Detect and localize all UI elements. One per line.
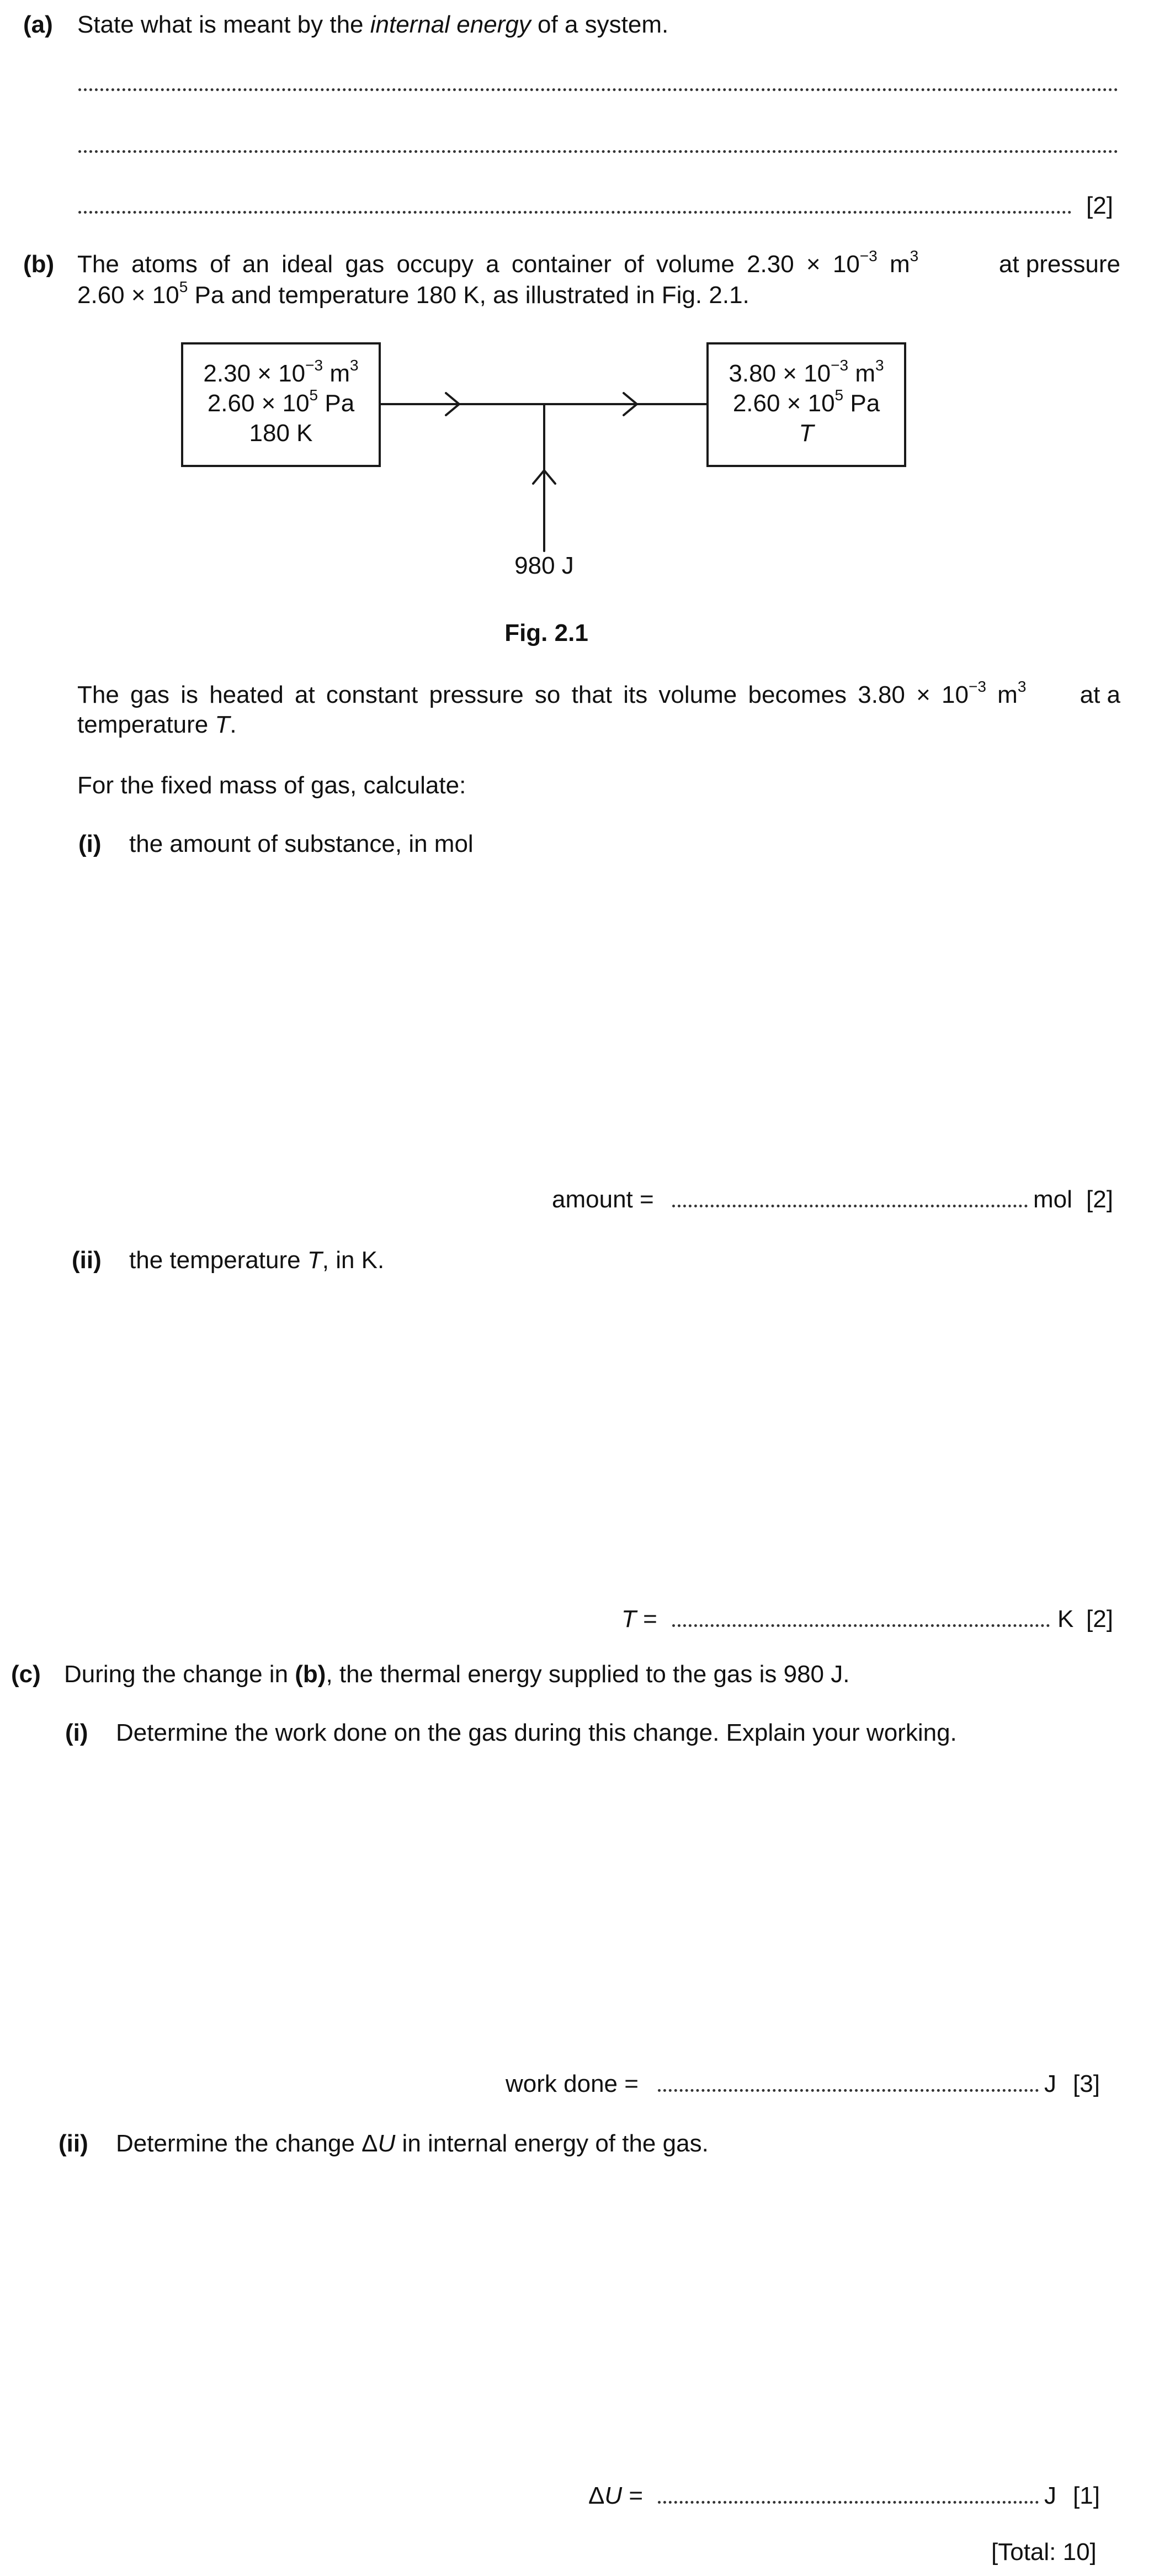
text: at a	[1080, 681, 1120, 708]
figure-caption: Fig. 2.1	[504, 619, 588, 646]
text: Pa and temperature 180 K, as illustrated in Fig. 2.1.	[188, 282, 749, 309]
part-b-i-label: (i)	[78, 830, 102, 857]
work-done-unit: J	[1044, 2070, 1056, 2097]
heated-line1	[77, 680, 1120, 710]
part-c-ii-label: (ii)	[59, 2130, 88, 2157]
exp: 3	[910, 247, 919, 265]
heated-line2: temperature T.	[77, 711, 237, 738]
part-b-ii-marks: [2]	[1086, 1605, 1113, 1632]
part-b-i-question: the amount of substance, in mol	[129, 830, 474, 857]
amount-unit: mol	[1033, 1186, 1072, 1213]
part-a-label: (a)	[23, 11, 53, 38]
text: 2.60 × 10	[77, 282, 179, 309]
part-a-text-end: of a system.	[530, 11, 669, 38]
part-c-intro: During the change in (b), the thermal energy supplied to the gas is 980 J.	[64, 1661, 850, 1688]
final-pressure: $2.60 \times 10^5$ Pa	[732, 386, 880, 417]
amount-answer-field[interactable]	[672, 1205, 1028, 1207]
part-a-marks: [2]	[1086, 192, 1113, 219]
delta-u-unit: J	[1044, 2482, 1056, 2509]
total-marks: [Total: 10]	[991, 2538, 1097, 2566]
work-done-label: work done =	[506, 2070, 639, 2097]
exp: 3	[1017, 678, 1027, 696]
part-a-text: State what is meant by the	[77, 11, 370, 38]
temperature-unit: K	[1057, 1605, 1074, 1632]
part-b-ii-label: (ii)	[72, 1247, 102, 1274]
delta-u-answer-field[interactable]	[658, 2501, 1039, 2504]
part-b-ii-question: the temperature T, in K.	[129, 1247, 385, 1274]
unit: m	[986, 681, 1018, 708]
amount-label: amount =	[552, 1186, 654, 1213]
figure-arrows	[0, 0, 1159, 607]
part-b-i-marks: [2]	[1086, 1186, 1113, 1213]
energy-input-label: 980 J	[514, 552, 574, 579]
final-temperature: T	[799, 420, 814, 447]
part-b-line1-text: The atoms of an ideal gas occupy a container of volume 2.30 × 10	[77, 251, 860, 278]
part-c-i-marks: [3]	[1073, 2070, 1100, 2097]
part-c-ii-question: Determine the change ΔU in internal energy of the gas.	[116, 2130, 709, 2157]
exp: −3	[968, 678, 986, 696]
part-b-label: (b)	[23, 251, 55, 278]
part-b-line1-end: at pressure	[998, 251, 1120, 278]
initial-temperature: 180 K	[249, 420, 313, 447]
final-volume: $3.80 \times 10^{-3}$ $m^3$	[729, 357, 884, 387]
initial-pressure: $2.60 \times 10^5$ Pa	[207, 386, 355, 417]
text: The gas is heated at constant pressure so that its volume becomes 3.80 × 10	[77, 681, 969, 708]
temperature-label: T =	[621, 1605, 657, 1632]
part-a-italic: internal energy	[370, 11, 531, 38]
part-c-i-question: Determine the work done on the gas during this change. Explain your working.	[116, 1719, 957, 1746]
exp: 5	[179, 278, 188, 296]
initial-volume: $2.30 \times 10^{-3}$ $m^3$	[203, 357, 359, 387]
delta-u-label: ΔU =	[588, 2482, 644, 2509]
unit: m	[877, 251, 910, 278]
exp: −3	[859, 247, 878, 265]
part-c-i-label: (i)	[65, 1719, 88, 1746]
part-c-ii-marks: [1]	[1073, 2482, 1100, 2509]
temperature-answer-field[interactable]	[672, 1624, 1050, 1627]
part-c-label: (c)	[11, 1661, 41, 1688]
work-done-answer-field[interactable]	[658, 2089, 1039, 2092]
fixed-mass-text: For the fixed mass of gas, calculate:	[77, 772, 466, 799]
